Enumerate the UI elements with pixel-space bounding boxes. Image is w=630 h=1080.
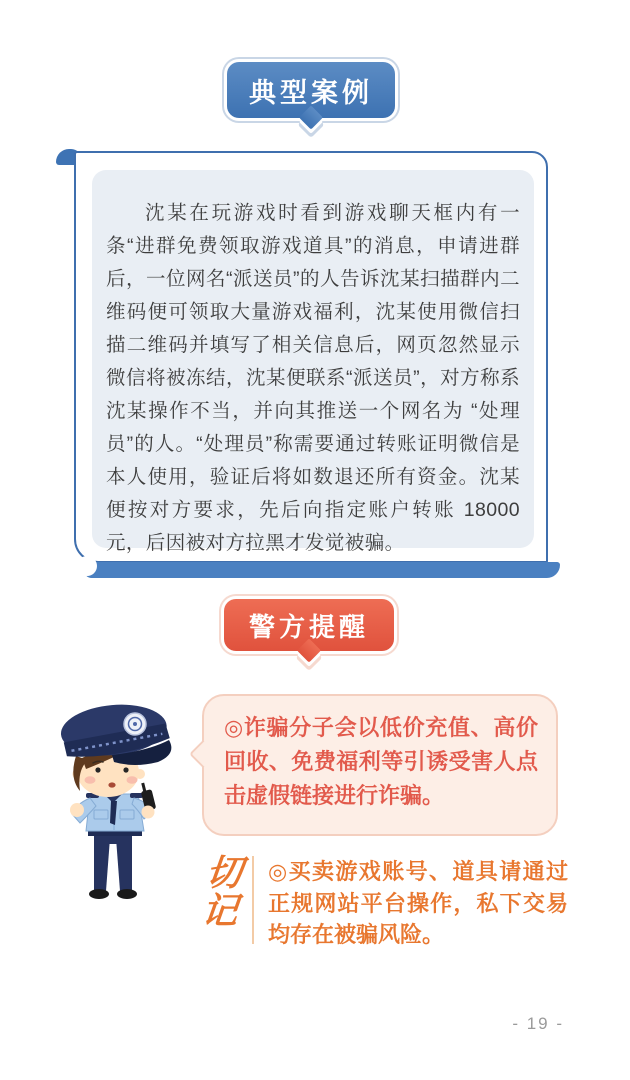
remember-block [199, 852, 569, 951]
reminder-bubble-text: ◎诈骗分子会以低价充值、高价回收、免费福利等引诱受害人点击虚假链接进行诈骗。 [224, 715, 538, 808]
reminder-badge-label: 警方提醒 [248, 612, 369, 642]
shoe [117, 889, 137, 899]
police-officer-illustration [42, 698, 197, 910]
case-frame [74, 151, 548, 563]
shoe [89, 889, 109, 899]
remember-calligraphy [200, 852, 244, 930]
case-badge-label: 典型案例 [249, 77, 373, 108]
reminder-section-badge [224, 599, 394, 651]
remember-divider [252, 856, 254, 944]
case-paragraph: 沈某在玩游戏时看到游戏聊天框内有一条“进群免费领取游戏道具”的消息，申请进群后，一位网名“派送员”的人告诉沈某扫描群内二维码便可领取大量游戏福利，沈某使用微信扫描二维码并填写了相关信息后，网页忽然显示微信将被冻结，沈某便联系“派送员”，对方称系沈某操作不当，并向其推送一个网名为 “处理员”的人。“处理员”称需要通过转账证明微信是本人使用，验证后将如数退还所有资金。沈某便按对方要求，先后向指定账户转账 18000 元，后因被对方拉黑才发觉被骗。 [106, 202, 520, 554]
frame-bar-curl [77, 556, 97, 576]
case-section-badge [227, 62, 395, 118]
remember-char-bottom: 记 [199, 891, 241, 931]
page-number: - 19 - [512, 1014, 564, 1033]
frame-bottom-bar [84, 562, 560, 578]
remember-text: ◎买卖游戏账号、道具请通过正规网站平台操作，私下交易均存在被骗风险。 [268, 859, 569, 947]
case-text-box [92, 170, 534, 554]
remember-char-top: 切 [203, 853, 245, 893]
reminder-speech-bubble [202, 694, 558, 836]
